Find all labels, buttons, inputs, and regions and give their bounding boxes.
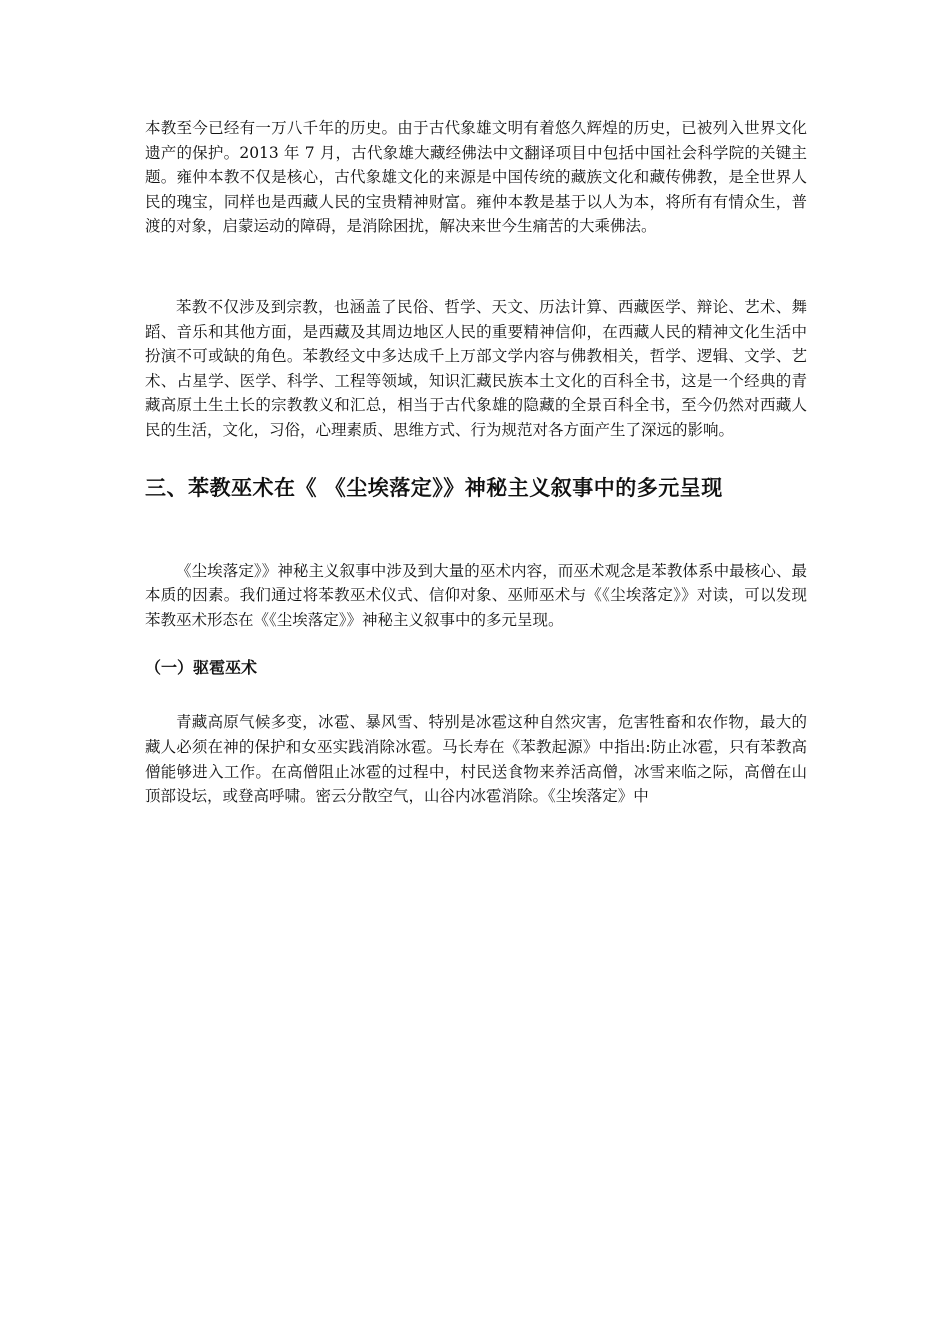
paragraph-bon-scope: 苯教不仅涉及到宗教，也涵盖了民俗、哲学、天文、历法计算、西藏医学、辩论、艺术、舞蹈、音乐和其他方面，是西藏及其周边地区人民的重要精神信仰，在西藏人民的精神文化生活中扮演不可或缺的角色。苯教经文中多达成千上万部文学内容与佛教相关，哲学、逻辑、文学、艺术、占星学、医学、科学、工程等领域，知识汇藏民族本土文化的百科全书，这是一个经典的青藏高原土生土长的宗教教义和汇总，相当于古代象雄的隐藏的全景百科全书，至今仍然对西藏人民的生活，文化，习俗，心理素质、思维方式、行为规范对各方面产生了深远的影响。 (145, 297, 807, 439)
paragraph-section-intro: 《尘埃落定》》神秘主义叙事中涉及到大量的巫术内容，而巫术观念是苯教体系中最核心、最本质的因素。我们通过将苯教巫术仪式、信仰对象、巫师巫术与《《尘埃落定》》对读，可以发现苯教巫术形态在《《尘埃落定》》神秘主义叙事中的多元呈现。 (145, 561, 807, 629)
section-heading: 三、苯教巫术在《 《尘埃落定》》神秘主义叙事中的多元呈现 (145, 475, 723, 500)
paragraph-hail-magic: 青藏高原气候多变，冰雹、暴风雪、特别是冰雹这种自然灾害，危害牲畜和农作物，最大的藏人必须在神的保护和女巫实践消除冰雹。马长寿在《苯教起源》中指出:防止冰雹，只有苯教高僧能够进入工作。在高僧阻止冰雹的过程中，村民送食物来养活高僧，冰雪来临之际，高僧在山顶部设坛，或登高呼啸。密云分散空气，山谷内冰雹消除。《尘埃落定》中 (145, 713, 807, 806)
paragraph-continued: 本教至今已经有一万八千年的历史。由于古代象雄文明有着悠久辉煌的历史，已被列入世界文化遗产的保护。2013 年 7 月，古代象雄大藏经佛法中文翻译项目中包括中国社会科学院的关键主题。雍仲本教不仅是核心，古代象雄文化的来源是中国传统的藏族文化和藏传佛教，是全世界人民的瑰宝，同样也是西藏人民的宝贵精神财富。雍仲本教是基于以人为本，将所有有情众生，普渡的对象，启蒙运动的障碍，是消除困扰，解决来世今生痛苦的大乘佛法。 (145, 119, 807, 236)
document-body (145, 116, 807, 809)
subsection-heading: （一）驱雹巫术 (145, 658, 258, 678)
